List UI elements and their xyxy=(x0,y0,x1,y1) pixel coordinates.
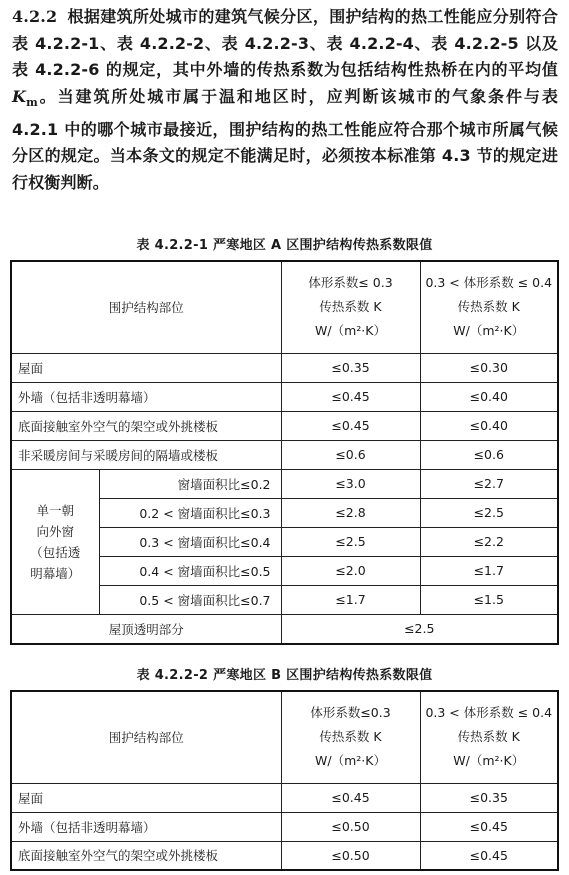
table1-row-value1: ≤0.6 xyxy=(281,440,420,469)
table2-row-value1: ≤0.45 xyxy=(281,783,420,812)
table-row xyxy=(11,841,558,870)
table1-window-value1: ≤2.0 xyxy=(281,556,420,585)
clause-text-part-2: 。当建筑所处城市属于温和地区时，应判断该城市的气象条件与表 4.2.1 中的哪个城市最接近，围护结构的热工性能应符合那个城市所属气候分区的规定。当本条文的规定不能满足时，必须按本标准第 4.3 节的规定进行权衡判断。 xyxy=(12,86,558,192)
table1-row-value2: ≤0.40 xyxy=(420,382,558,411)
table1-row-value2: ≤0.40 xyxy=(420,411,558,440)
table2-row-value1: ≤0.50 xyxy=(281,812,420,841)
table1-row-value1: ≤0.45 xyxy=(281,382,420,411)
table1-window-ratio: 0.4 < 窗墙面积比≤0.5 xyxy=(99,556,281,585)
table1-header-col1-line3: W/（m²·K） xyxy=(315,323,386,339)
table1-header-col1-line1: 体形系数≤ 0.3 xyxy=(308,275,393,291)
km-letter: K xyxy=(12,86,27,106)
window-group-line3: （包括透 xyxy=(30,544,81,560)
table2-row-part: 外墙（包括非透明幕墙） xyxy=(11,812,281,841)
table1-header-row xyxy=(11,261,558,353)
table1-row-part: 屋面 xyxy=(11,353,281,382)
table-row xyxy=(11,440,558,469)
table1-window-value2: ≤2.5 xyxy=(420,498,558,527)
table2-header-col1-line2: 传热系数 K xyxy=(319,729,382,745)
table-row xyxy=(11,382,558,411)
table-row xyxy=(11,469,558,498)
table1-window-value2: ≤2.7 xyxy=(420,469,558,498)
table-row xyxy=(11,614,558,644)
window-group-line2: 向外窗 xyxy=(36,523,74,539)
table1-row-value2: ≤0.6 xyxy=(420,440,558,469)
table1-window-value1: ≤1.7 xyxy=(281,585,420,614)
table1-header-part: 围护结构部位 xyxy=(11,261,281,353)
table1-row-value1: ≤0.35 xyxy=(281,353,420,382)
table-row xyxy=(11,812,558,841)
table1-header-col1 xyxy=(281,261,420,353)
table1-window-ratio: 0.3 < 窗墙面积比≤0.4 xyxy=(99,527,281,556)
table2-header-col1-line3: W/（m²·K） xyxy=(315,753,386,769)
table1-header-col1-line2: 传热系数 K xyxy=(319,299,382,315)
table2-row-value1: ≤0.50 xyxy=(281,841,420,870)
table1-row-value2: ≤0.30 xyxy=(420,353,558,382)
km-subscript: m xyxy=(26,95,38,109)
table-row xyxy=(11,353,558,382)
clause-number: 4.2.2 xyxy=(12,7,58,26)
table2-header-col2-line1: 0.3 < 体形系数 ≤ 0.4 xyxy=(425,705,553,721)
table1 xyxy=(10,260,559,645)
table2-header-col2-line2: 传热系数 K xyxy=(457,729,520,745)
table2-row-value2: ≤0.45 xyxy=(420,841,558,870)
table1-row-part: 非采暖房间与采暖房间的隔墙或楼板 xyxy=(11,440,281,469)
table1-header-col2-line1: 0.3 < 体形系数 ≤ 0.4 xyxy=(425,275,553,291)
table1-window-value2: ≤1.5 xyxy=(420,585,558,614)
table1-row-value1: ≤0.45 xyxy=(281,411,420,440)
table1-row-part: 底面接触室外空气的架空或外挑楼板 xyxy=(11,411,281,440)
table1-caption: 表 4.2.2-1 严寒地区 A 区围护结构传热系数限值 xyxy=(136,238,433,253)
table1-header-col2-line2: 传热系数 K xyxy=(457,299,520,315)
table2-header-col1 xyxy=(281,691,420,783)
table1-window-ratio: 窗墙面积比≤0.2 xyxy=(99,469,281,498)
table2-header-col2-line3: W/（m²·K） xyxy=(453,753,525,769)
km-symbol xyxy=(12,86,38,109)
table1-header-col2-line3: W/（m²·K） xyxy=(453,323,525,339)
table1-window-group-label xyxy=(11,469,99,614)
table2-header-part: 围护结构部位 xyxy=(11,691,281,783)
table-row xyxy=(11,783,558,812)
table1-roof-transparent-value: ≤2.5 xyxy=(281,614,558,644)
window-group-line1: 单一朝 xyxy=(36,502,74,518)
table1-window-value2: ≤2.2 xyxy=(420,527,558,556)
table2-header-col2 xyxy=(420,691,558,783)
table1-roof-transparent-part: 屋顶透明部分 xyxy=(11,614,281,644)
window-group-line4: 明幕墙） xyxy=(30,565,81,581)
table2-row-value2: ≤0.45 xyxy=(420,812,558,841)
table2-row-value2: ≤0.35 xyxy=(420,783,558,812)
table-row xyxy=(11,411,558,440)
table2-header-col1-line1: 体形系数≤0.3 xyxy=(310,705,391,721)
table1-window-value1: ≤2.5 xyxy=(281,527,420,556)
table2-header-row xyxy=(11,691,558,783)
clause-paragraph xyxy=(12,4,558,196)
table2-caption: 表 4.2.2-2 严寒地区 B 区围护结构传热系数限值 xyxy=(136,668,433,683)
table1-window-value1: ≤3.0 xyxy=(281,469,420,498)
table1-window-value1: ≤2.8 xyxy=(281,498,420,527)
table1-row-part: 外墙（包括非透明幕墙） xyxy=(11,382,281,411)
clause-text-part-1: 根据建筑所处城市的建筑气候分区，围护结构的热工性能应分别符合表 4.2.2-1、表 4.2.2-2、表 4.2.2-3、表 4.2.2-4、表 4.2.2-5 以及表 4.2.2-6 的规定，其中外墙的传热系数为包括结构性热桥在内的平均值 xyxy=(12,7,558,80)
table1-window-value2: ≤1.7 xyxy=(420,556,558,585)
table2-row-part: 屋面 xyxy=(11,783,281,812)
table2-row-part: 底面接触室外空气的架空或外挑楼板 xyxy=(11,841,281,870)
table1-header-col2 xyxy=(420,261,558,353)
table1-window-ratio: 0.2 < 窗墙面积比≤0.3 xyxy=(99,498,281,527)
table2 xyxy=(10,690,559,871)
table1-window-ratio: 0.5 < 窗墙面积比≤0.7 xyxy=(99,585,281,614)
